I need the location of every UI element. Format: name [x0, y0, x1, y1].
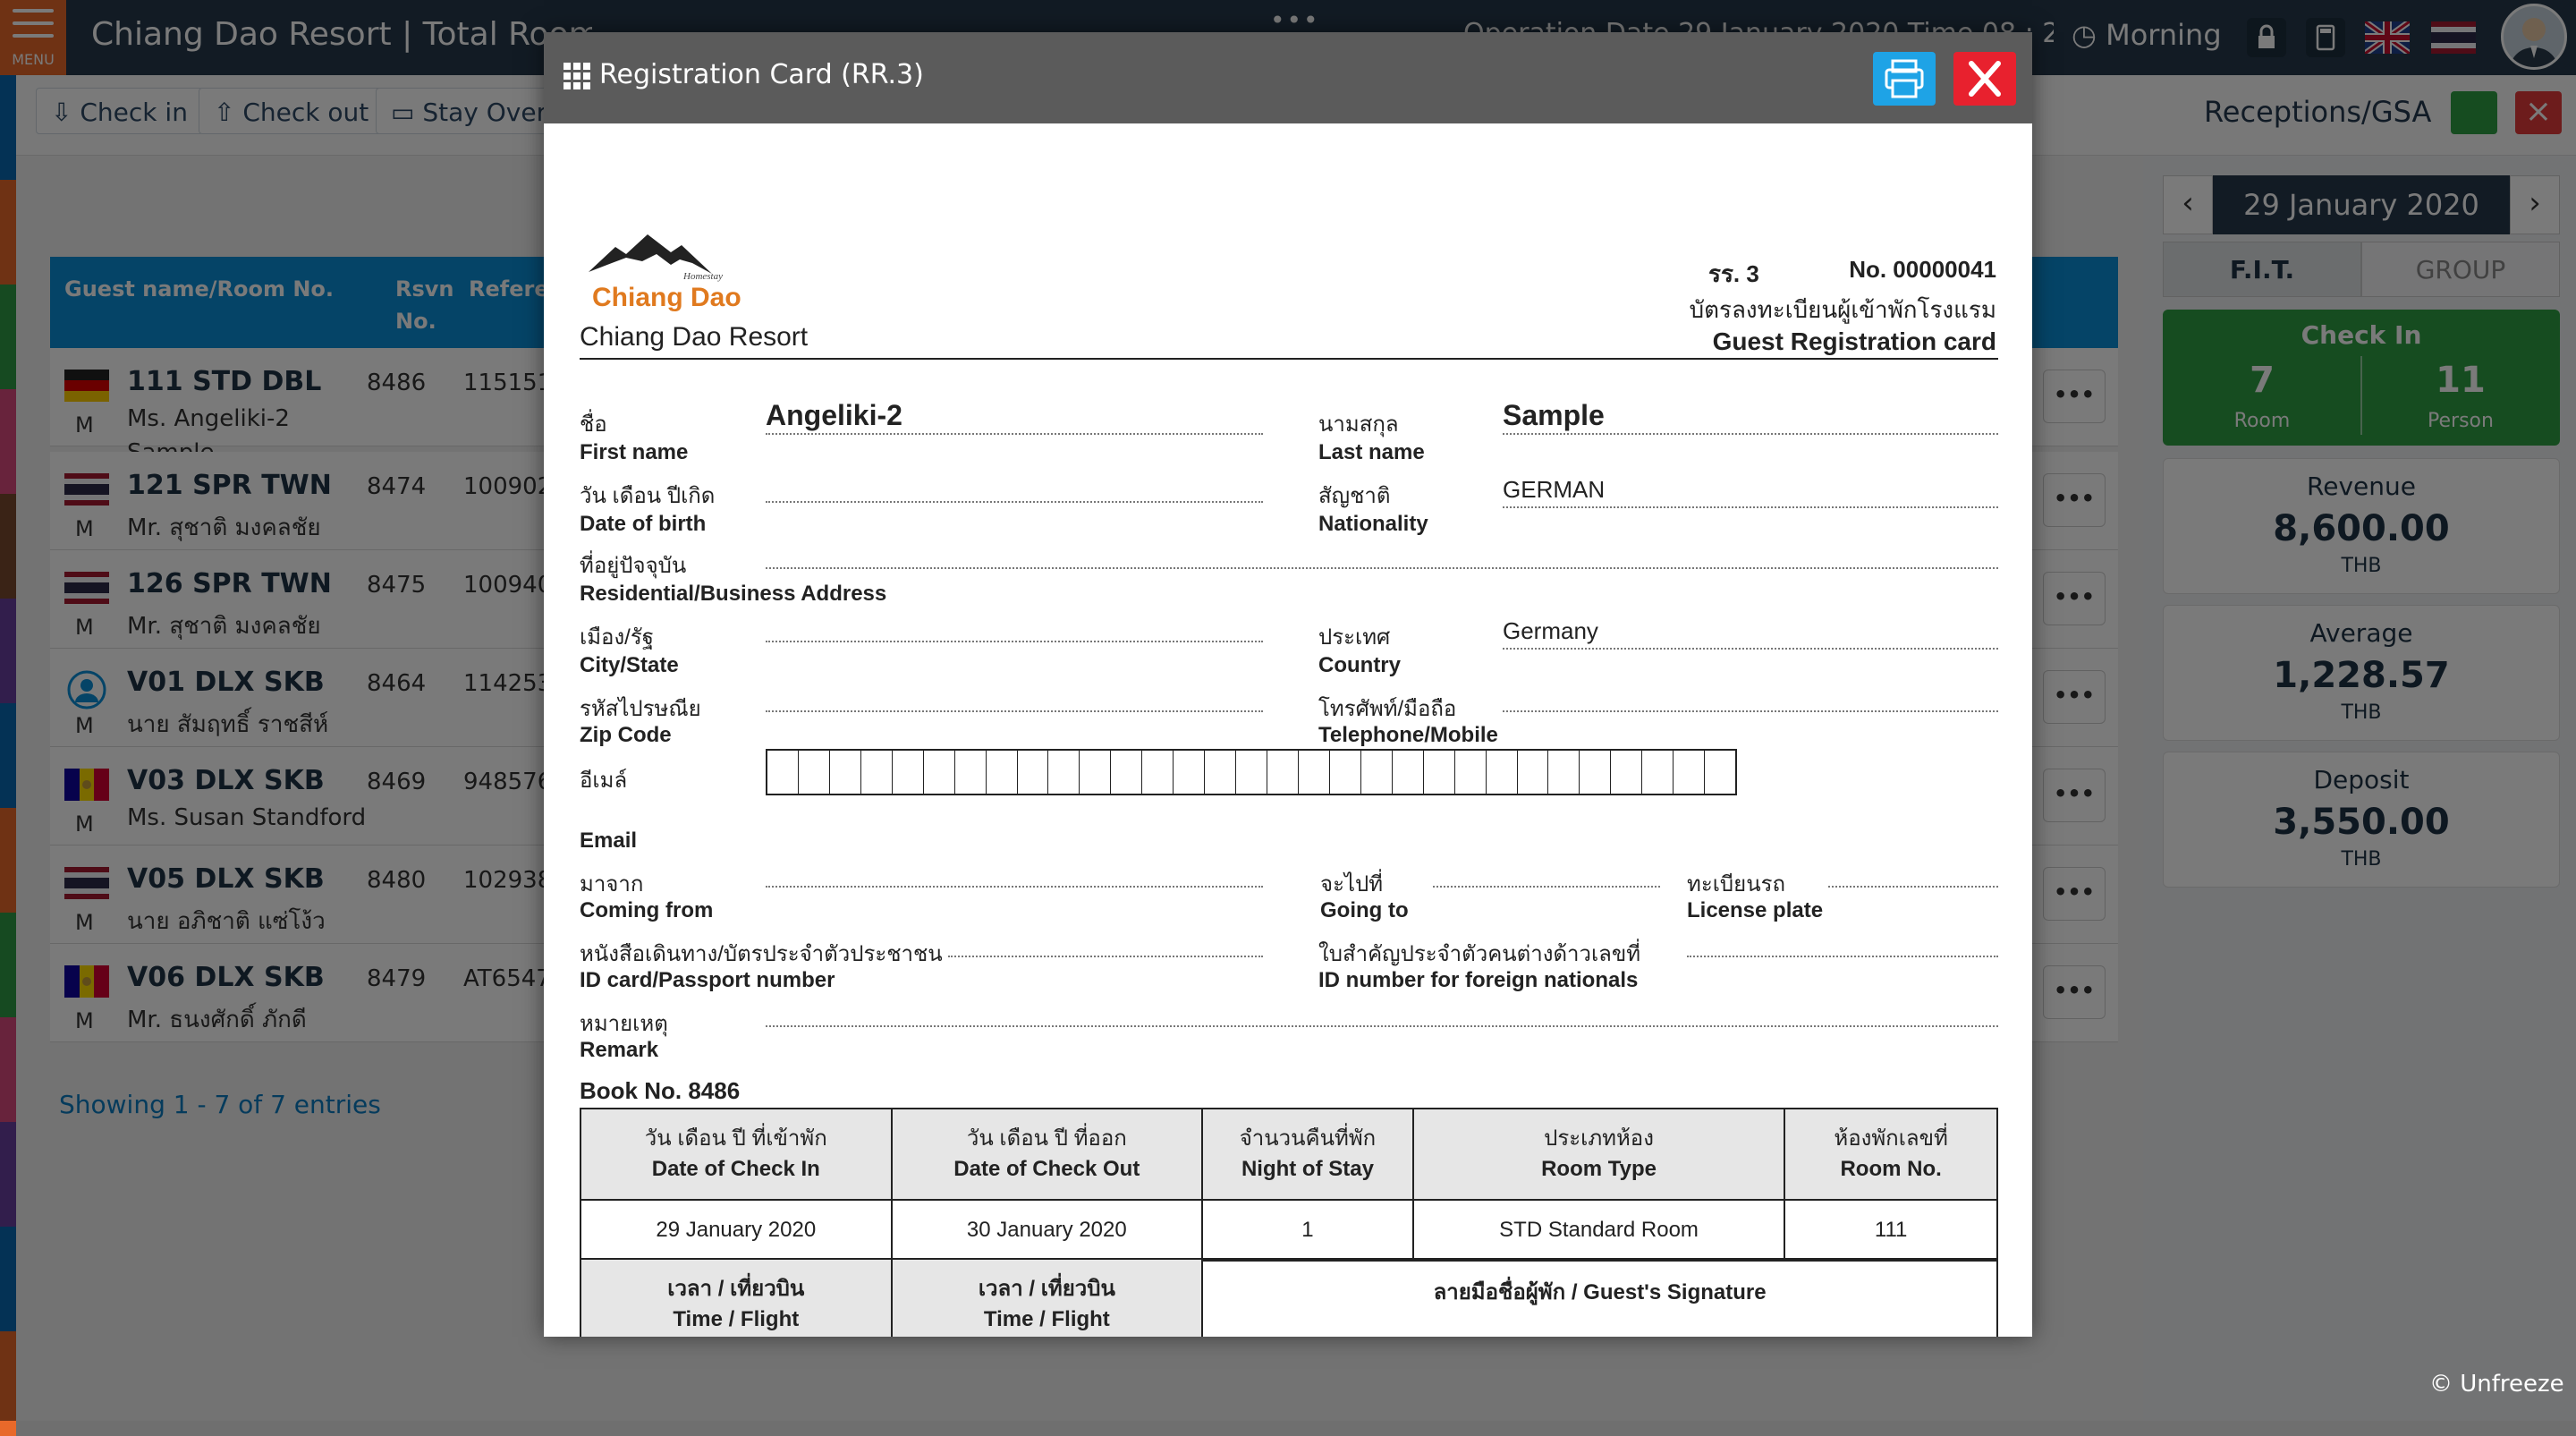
telephone-label-thai: โทรศัพท์/มือถือ — [1318, 697, 1457, 721]
email-char-box — [1299, 751, 1330, 794]
country-label: Country — [1318, 653, 1401, 677]
passport-line — [948, 956, 1263, 957]
remark-label-thai: หมายเหตุ — [580, 1012, 668, 1036]
checkout-date-cell: 30 January 2020 — [892, 1200, 1203, 1261]
resort-name: Chiang Dao Resort — [580, 322, 809, 352]
passport-label-thai: หนังสือเดินทาง/บัตรประจำตัวประชาชน — [580, 942, 943, 966]
email-char-box — [861, 751, 893, 794]
book-number: Book No. 8486 — [580, 1077, 741, 1104]
dob-label-thai: วัน เดือน ปีเกิด — [580, 484, 716, 508]
col-checkout-date: วัน เดือน ปี ที่ออก Date of Check Out — [892, 1109, 1203, 1200]
registration-card-document — [544, 123, 2032, 1337]
header-rule — [580, 358, 1998, 360]
email-char-box — [1111, 751, 1142, 794]
dob-label: Date of birth — [580, 512, 707, 536]
email-char-box — [1424, 751, 1455, 794]
unfreeze-credit: © Unfreeze — [2429, 1371, 2564, 1398]
email-char-box — [1330, 751, 1361, 794]
close-icon — [1953, 52, 2016, 106]
license-plate-label: License plate — [1687, 898, 1824, 922]
going-to-label-thai: จะไปที่ — [1320, 872, 1384, 896]
col-time-flight-out: เวลา / เที่ยวบิน Time / Flight — [892, 1259, 1203, 1337]
logo-text: Chiang Dao — [592, 283, 741, 312]
printer-icon — [1873, 52, 1936, 106]
email-char-box — [924, 751, 955, 794]
email-char-box — [1611, 751, 1642, 794]
country-label-thai: ประเทศ — [1318, 625, 1391, 650]
email-char-box — [1705, 751, 1735, 794]
email-char-box — [1205, 751, 1236, 794]
email-char-box — [1455, 751, 1487, 794]
email-char-box — [1018, 751, 1049, 794]
email-character-boxes — [766, 749, 1737, 795]
dialog-header — [544, 32, 2032, 123]
signature-table — [580, 1258, 1998, 1337]
room-no-cell: 111 — [1784, 1200, 1997, 1261]
first-name-line — [766, 433, 1263, 435]
logo-homestay: Homestay — [683, 271, 723, 282]
col-checkin-date: วัน เดือน ปี ที่เข้าพัก Date of Check In — [580, 1109, 892, 1200]
country-value: Germany — [1503, 617, 1598, 644]
zip-label: Zip Code — [580, 723, 672, 747]
email-char-box — [1674, 751, 1705, 794]
email-label: Email — [580, 828, 638, 853]
print-button[interactable] — [1873, 52, 1936, 106]
email-char-box — [1142, 751, 1174, 794]
going-to-line — [1433, 886, 1660, 888]
address-line — [766, 567, 1998, 569]
coming-from-label-thai: มาจาก — [580, 872, 644, 896]
close-button[interactable] — [1953, 52, 2016, 106]
first-name-label-thai: ชื่อ — [580, 412, 607, 437]
zip-label-thai: รหัสไปรษณีย — [580, 697, 701, 721]
col-nights: จำนวนคืนที่พัก Night of Stay — [1202, 1109, 1413, 1200]
remark-label: Remark — [580, 1038, 659, 1062]
foreign-id-label: ID number for foreign nationals — [1318, 968, 1639, 992]
telephone-line — [1503, 710, 1998, 712]
email-char-box — [955, 751, 987, 794]
registration-card-dialog — [544, 32, 2032, 1337]
guest-signature-cell: ลายมือชื่อผู้พัก / Guest's Signature — [1202, 1259, 1997, 1337]
col-time-flight-in: เวลา / เที่ยวบิน Time / Flight — [580, 1259, 892, 1337]
email-char-box — [987, 751, 1018, 794]
email-char-box — [1393, 751, 1424, 794]
email-char-box — [1267, 751, 1299, 794]
room-type-cell: STD Standard Room — [1413, 1200, 1784, 1261]
city-label: City/State — [580, 653, 679, 677]
country-line — [1503, 648, 1998, 650]
foreign-id-line — [1687, 956, 1998, 957]
coming-from-label: Coming from — [580, 898, 714, 922]
last-name-label: Last name — [1318, 440, 1425, 464]
email-label-thai: อีเมล์ — [580, 769, 628, 793]
email-char-box — [767, 751, 799, 794]
nationality-label-thai: สัญชาติ — [1318, 484, 1391, 508]
email-char-box — [1174, 751, 1205, 794]
form-code: รร. 3 — [1708, 260, 1759, 287]
passport-label: ID card/Passport number — [580, 968, 835, 992]
card-title-thai: บัตรลงทะเบียนผู้เข้าพักโรงแรม — [1689, 296, 1996, 323]
dob-line — [766, 501, 1263, 503]
nationality-value: GERMAN — [1503, 476, 1606, 503]
going-to-label: Going to — [1320, 898, 1409, 922]
license-plate-line — [1828, 886, 1998, 888]
email-char-box — [1048, 751, 1080, 794]
email-char-box — [1548, 751, 1580, 794]
nationality-label: Nationality — [1318, 512, 1428, 536]
nights-cell: 1 — [1202, 1200, 1413, 1261]
telephone-label: Telephone/Mobile — [1318, 723, 1498, 747]
first-name-value: Angeliki-2 — [766, 399, 902, 431]
email-char-box — [1642, 751, 1674, 794]
coming-from-line — [766, 886, 1263, 888]
grid-icon — [564, 63, 590, 89]
card-title-english: Guest Registration card — [1712, 327, 1996, 355]
city-line — [766, 641, 1263, 642]
chiang-dao-logo — [585, 227, 748, 313]
stay-details-table — [580, 1108, 1998, 1262]
remark-line — [766, 1025, 1998, 1027]
email-char-box — [1236, 751, 1267, 794]
email-char-box — [893, 751, 924, 794]
address-label-thai: ที่อยู่ปัจจุบัน — [580, 554, 687, 578]
email-char-box — [1361, 751, 1393, 794]
zip-line — [766, 710, 1263, 712]
email-char-box — [799, 751, 830, 794]
col-room-no: ห้องพักเลขที่ Room No. — [1784, 1109, 1997, 1200]
first-name-label: First name — [580, 440, 689, 464]
address-label: Residential/Business Address — [580, 582, 887, 606]
last-name-value: Sample — [1503, 399, 1605, 431]
city-label-thai: เมือง/รัฐ — [580, 625, 654, 650]
email-char-box — [1080, 751, 1111, 794]
last-name-label-thai: นามสกุล — [1318, 412, 1399, 437]
email-char-box — [1580, 751, 1611, 794]
email-char-box — [1487, 751, 1518, 794]
dialog-title: Registration Card (RR.3) — [599, 59, 924, 90]
form-number: No. 00000041 — [1849, 256, 1996, 283]
col-room-type: ประเภทห้อง Room Type — [1413, 1109, 1784, 1200]
last-name-line — [1503, 433, 1998, 435]
checkin-date-cell: 29 January 2020 — [580, 1200, 892, 1261]
nationality-line — [1503, 506, 1998, 508]
foreign-id-label-thai: ใบสำคัญประจำตัวคนต่างด้าวเลขที่ — [1318, 942, 1641, 966]
license-plate-label-thai: ทะเบียนรถ — [1687, 872, 1786, 896]
email-char-box — [830, 751, 861, 794]
email-char-box — [1518, 751, 1549, 794]
